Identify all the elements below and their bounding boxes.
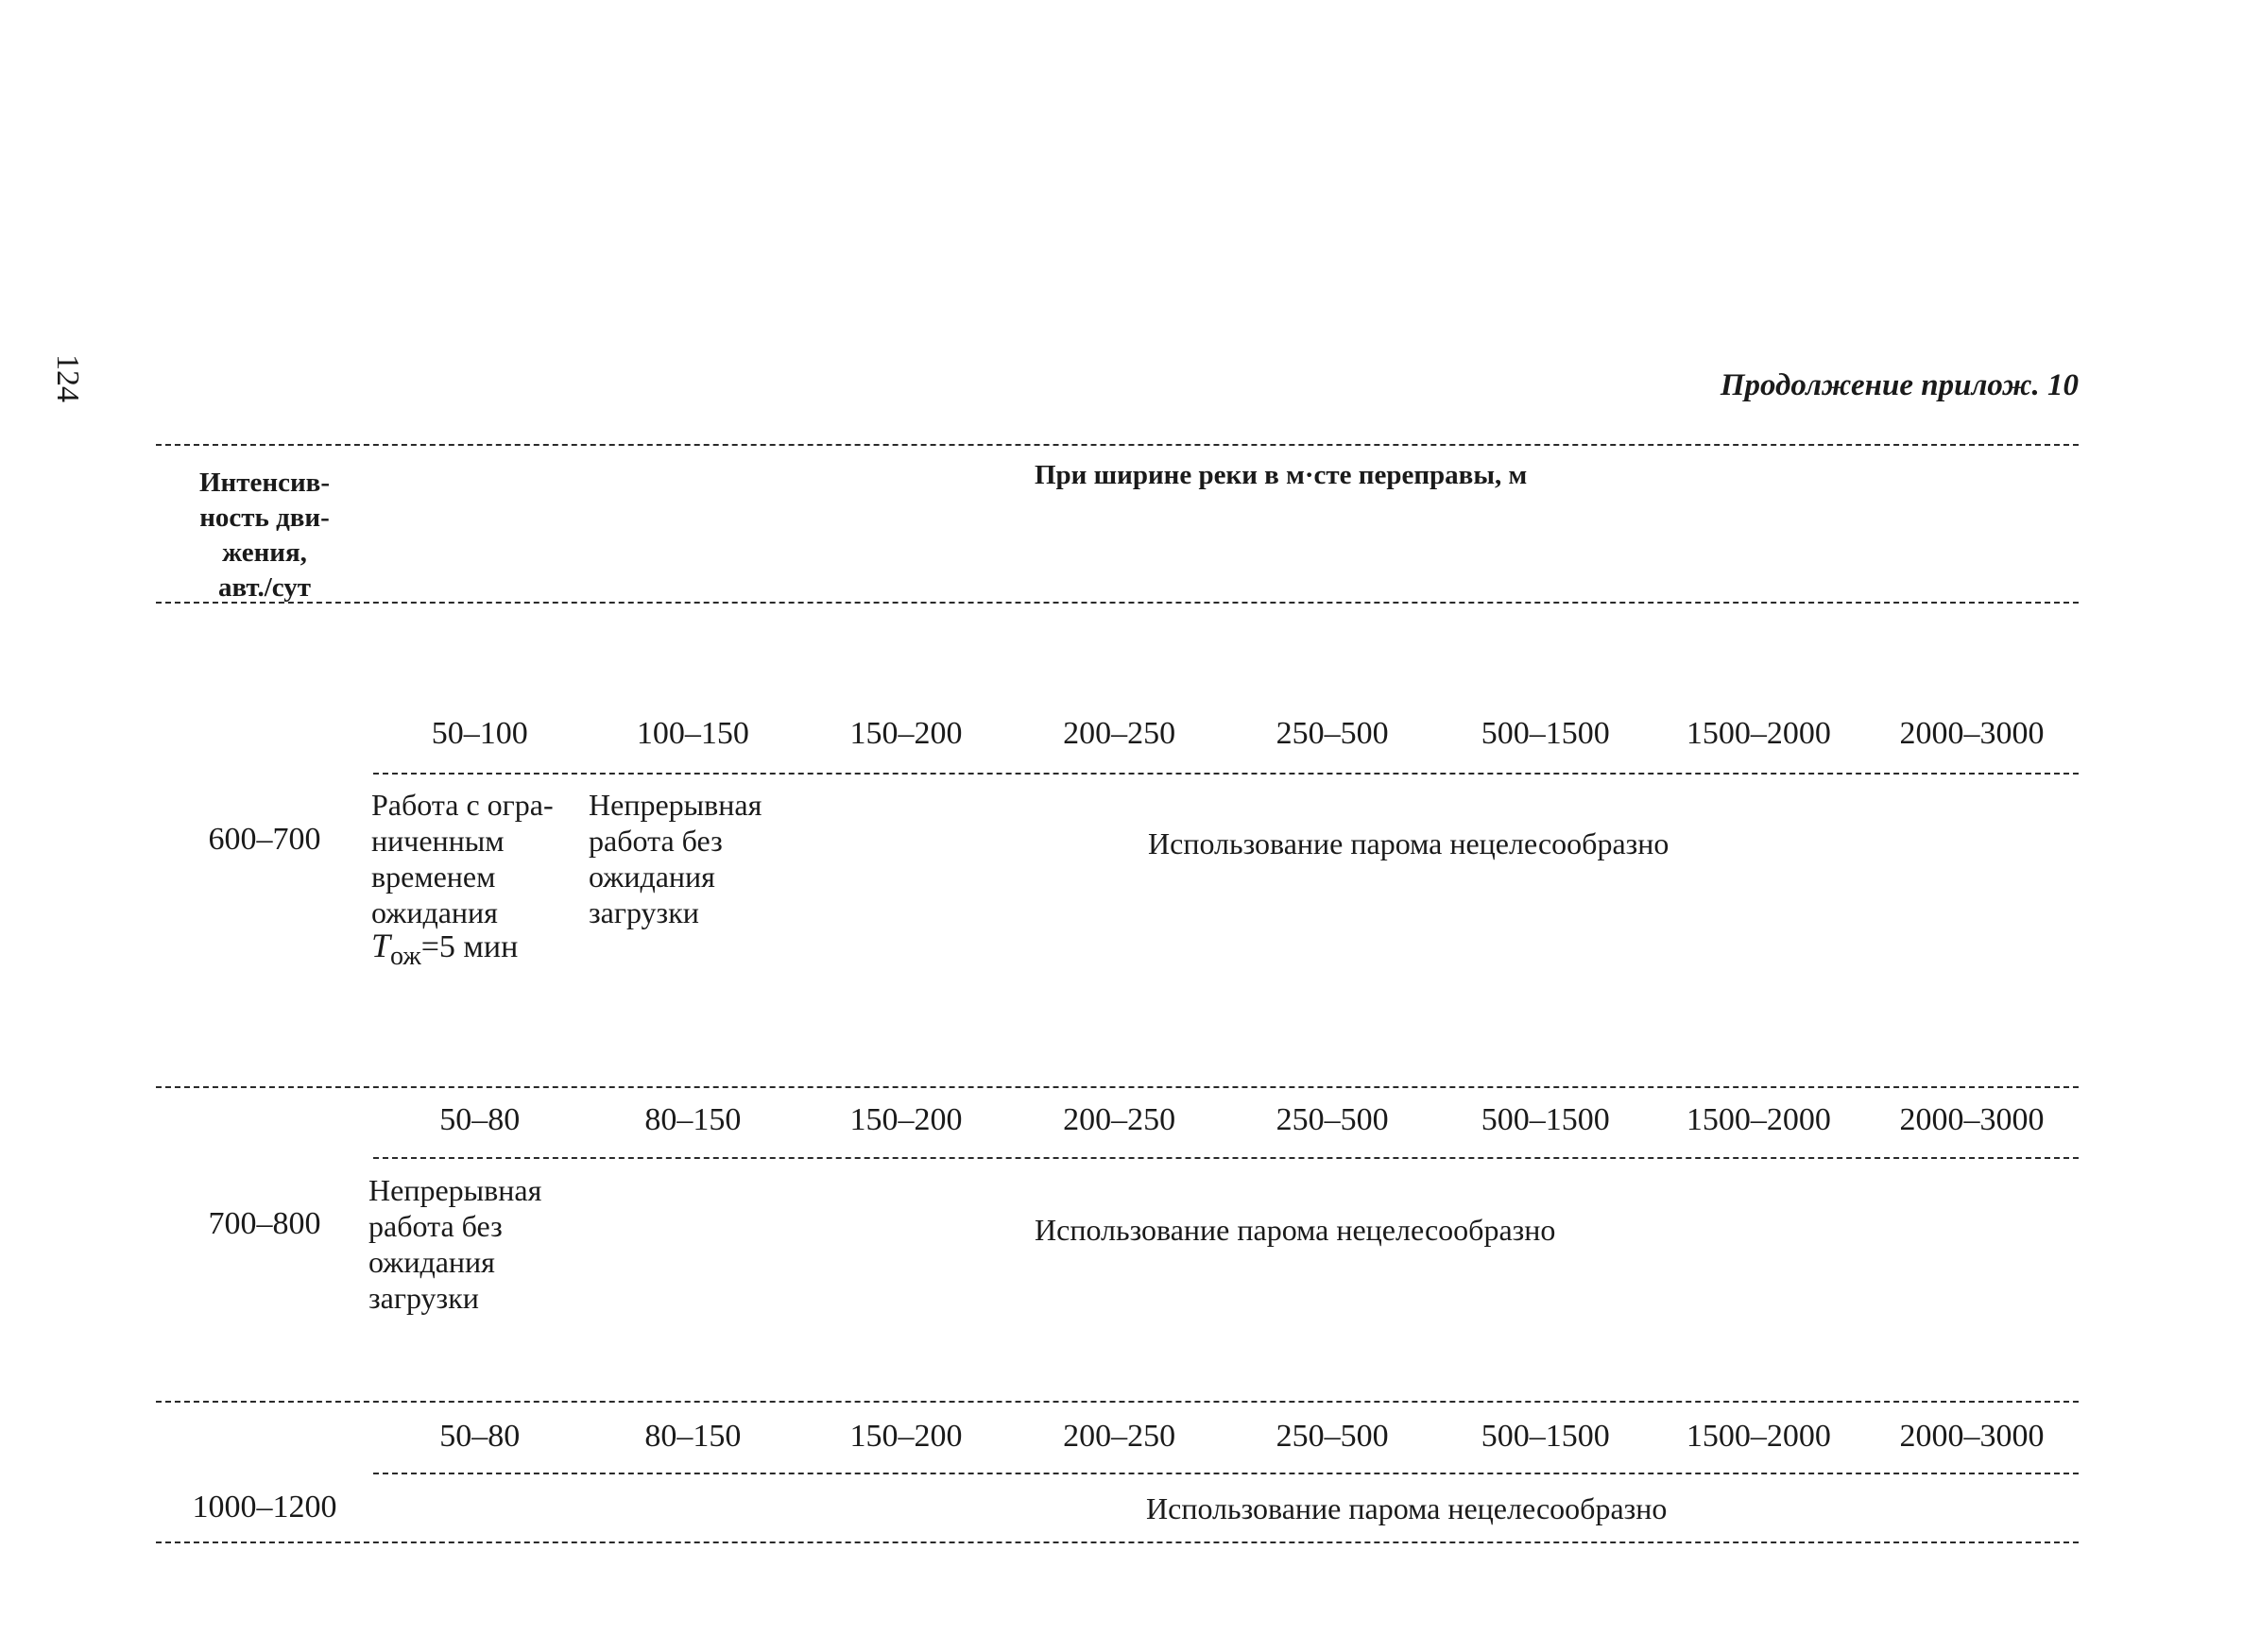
formula-subscript: ож <box>390 941 421 971</box>
widths-rule-row-2 <box>373 1157 2079 1159</box>
cell-line: загрузки <box>589 895 699 929</box>
width-range: 250–500 <box>1276 1419 1389 1454</box>
width-range: 500–1500 <box>1481 716 1610 751</box>
widths-rule-row-3 <box>373 1473 2079 1474</box>
formula-symbol: T <box>371 927 391 964</box>
operation-mode-cell <box>371 787 554 930</box>
width-range: 2000–3000 <box>1899 716 2045 751</box>
row-separator-2 <box>156 1401 2079 1403</box>
width-range: 100–150 <box>636 716 749 751</box>
cell-line: временем <box>371 860 496 894</box>
width-range: 200–250 <box>1063 1102 1176 1137</box>
width-range: 150–200 <box>849 716 963 751</box>
width-range: 1500–2000 <box>1686 1102 1831 1137</box>
width-range: 50–80 <box>439 1419 521 1454</box>
width-range: 1500–2000 <box>1686 716 1831 751</box>
width-range: 50–80 <box>439 1102 521 1137</box>
header-line: ность дви- <box>199 502 330 533</box>
width-ranges-row-1 <box>373 716 2079 752</box>
row-separator-1 <box>156 1086 2079 1088</box>
width-ranges-row-3 <box>373 1419 2079 1455</box>
widths-rule-row-1 <box>373 773 2079 775</box>
width-range: 2000–3000 <box>1899 1419 2045 1454</box>
table-top-rule <box>156 444 2079 446</box>
header-bottom-rule <box>156 602 2079 604</box>
river-width-header: При ширине реки в м·сте переправы, м <box>1035 460 1528 490</box>
intensity-column-header <box>156 466 373 605</box>
intensity-label-row-1: 600–700 <box>208 822 321 857</box>
width-range: 200–250 <box>1063 716 1176 751</box>
cell-line: работа без <box>589 824 723 858</box>
header-line: Интенсив- <box>199 468 330 498</box>
width-range: 50–100 <box>431 716 528 751</box>
width-range: 500–1500 <box>1481 1419 1610 1454</box>
width-range: 250–500 <box>1276 1102 1389 1137</box>
cell-line: ожидания <box>589 860 715 894</box>
operation-mode-cell <box>589 787 762 930</box>
cell-line: загрузки <box>368 1281 479 1315</box>
continuation-caption: Продолжение прилож. 10 <box>1720 368 2079 402</box>
cell-line: работа без <box>368 1209 503 1243</box>
width-range: 80–150 <box>644 1102 742 1137</box>
width-range: 200–250 <box>1063 1419 1176 1454</box>
cell-line: Непрерывная <box>589 788 762 822</box>
cell-line: ожидания <box>368 1245 495 1279</box>
header-line: авт./сут <box>217 572 312 603</box>
cell-line: ожидания <box>371 895 498 929</box>
width-range: 150–200 <box>849 1419 963 1454</box>
width-range: 2000–3000 <box>1899 1102 2045 1137</box>
width-range: 80–150 <box>644 1419 742 1454</box>
header-line: жения, <box>222 537 307 568</box>
width-ranges-row-2 <box>373 1102 2079 1138</box>
cell-line: Работа с огра- <box>371 788 554 822</box>
ferry-not-advisable-note: Использование парома нецелесообразно <box>1035 1213 1556 1247</box>
cell-line: ниченным <box>371 824 505 858</box>
width-range: 250–500 <box>1276 716 1389 751</box>
width-range: 150–200 <box>849 1102 963 1137</box>
waiting-time-formula <box>371 926 518 972</box>
intensity-label-row-2: 700–800 <box>208 1206 321 1241</box>
cell-line: Непрерывная <box>368 1173 542 1207</box>
intensity-label-row-3: 1000–1200 <box>192 1490 337 1524</box>
formula-value: =5 мин <box>420 929 519 964</box>
table-bottom-rule <box>156 1541 2079 1543</box>
operation-mode-cell <box>368 1172 541 1316</box>
width-range: 500–1500 <box>1481 1102 1610 1137</box>
page-number: 124 <box>50 354 85 402</box>
ferry-not-advisable-note: Использование парома нецелесообразно <box>1148 826 1669 860</box>
ferry-not-advisable-note: Использование парома нецелесообразно <box>1146 1491 1668 1525</box>
width-range: 1500–2000 <box>1686 1419 1831 1454</box>
